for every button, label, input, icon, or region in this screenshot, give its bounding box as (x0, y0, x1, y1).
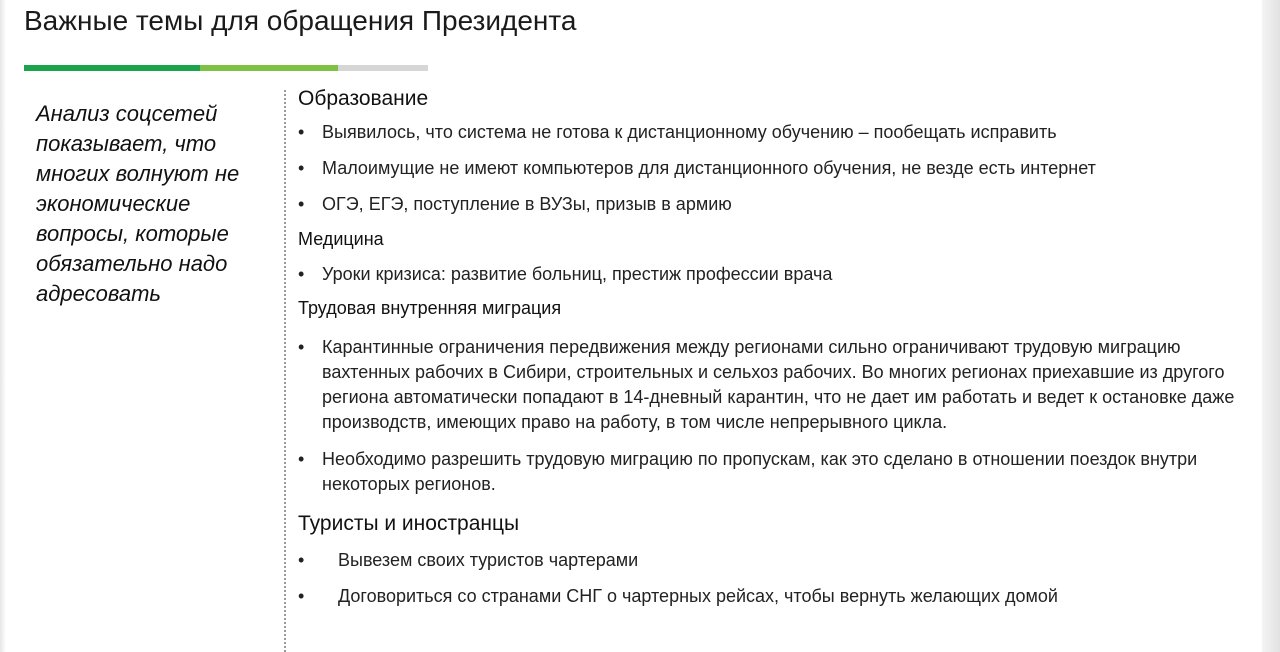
page-edge-left (0, 0, 6, 652)
list-item (298, 584, 1238, 609)
bullet-icon: • (298, 449, 305, 469)
list-item (298, 192, 1238, 217)
section-list-education (298, 120, 1238, 217)
title-accent-bar (24, 65, 428, 71)
list-item-text: Малоимущие не имеют компьютеров для дистанционного обучения, не везде есть интернет (322, 158, 1096, 178)
section-title-labor-migration: Трудовая внутренняя миграция (298, 298, 562, 318)
list-item-text: Необходимо разрешить трудовую миграцию по пропускам, как это сделано в отношении поездок внутри некоторых регионов. (322, 449, 1198, 494)
page-title: Важные темы для обращения Президента (24, 5, 577, 36)
topics-content (298, 84, 1238, 609)
list-item-text: Вывезем своих туристов чартерами (338, 550, 639, 570)
list-item-text: Выявилось, что система не готова к дистанционному обучению – пообещать исправить (322, 122, 1057, 142)
accent-segment-light-green (200, 65, 338, 71)
list-item-text: Договориться со странами СНГ о чартерных рейсах, чтобы вернуть желающих домой (338, 586, 1058, 606)
bullet-icon: • (298, 586, 305, 606)
accent-segment-dark-green (24, 65, 200, 71)
list-item (298, 447, 1238, 497)
list-item (298, 156, 1238, 181)
page-edge-right (1262, 0, 1280, 652)
bullet-icon: • (298, 550, 305, 570)
vertical-divider (284, 90, 286, 652)
bullet-icon: • (298, 158, 305, 178)
accent-segment-gray (338, 65, 428, 71)
bullet-icon: • (298, 122, 305, 142)
section-title-tourists: Туристы и иностранцы (298, 512, 520, 535)
section-title-education: Образование (298, 87, 429, 110)
bullet-icon: • (298, 337, 305, 357)
section-list-tourists (298, 548, 1238, 609)
list-item-text: ОГЭ, ЕГЭ, поступление в ВУЗы, призыв в армию (322, 194, 732, 214)
section-list-medicine (298, 262, 1238, 287)
list-item (298, 120, 1238, 145)
section-list-labor-migration (298, 335, 1238, 497)
list-item-text: Уроки кризиса: развитие больниц, престиж профессии врача (322, 264, 833, 284)
list-item (298, 335, 1238, 435)
list-item (298, 262, 1238, 287)
list-item (298, 548, 1238, 573)
bullet-icon: • (298, 194, 305, 214)
bullet-icon: • (298, 264, 305, 284)
callout-text: Анализ соцсетей показывает, что многих волнуют не экономические вопросы, которые обязательно надо адресовать (36, 101, 240, 306)
section-title-medicine: Медицина (298, 229, 384, 249)
list-item-text: Карантинные ограничения передвижения между регионами сильно ограничивают трудовую миграцию вахтенных рабочих в Сибири, строительных и сельхоз рабочих. Во многих регионах приехавшие из другого региона автоматически попадают в 14-дневный карантин, что не дает им работать и ведет к остановке даже производств, имеющих право на работу, в том числе непрерывного цикла. (322, 337, 1235, 432)
